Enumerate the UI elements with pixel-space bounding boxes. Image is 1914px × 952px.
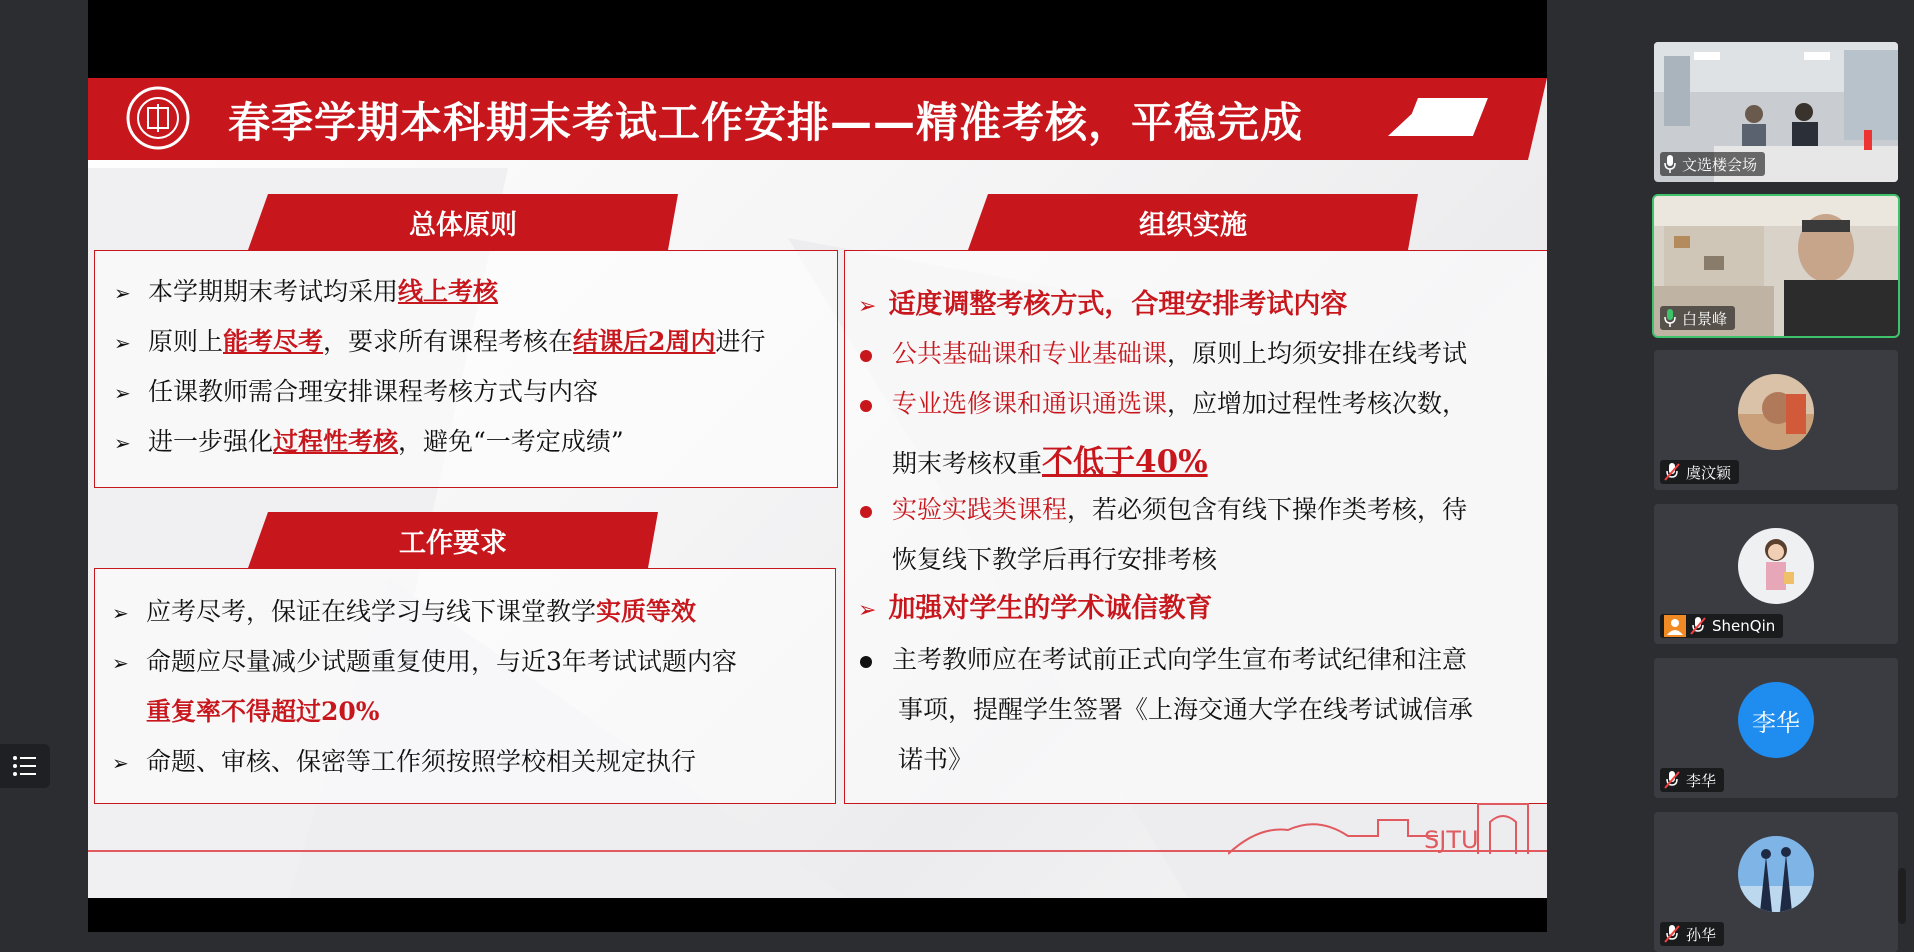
left-strip	[0, 0, 88, 932]
mic-muted-icon	[1664, 463, 1680, 481]
participant-name-tag: 李华	[1660, 768, 1724, 792]
mic-active-icon	[1664, 309, 1676, 327]
participant-name-tag: 文选楼会场	[1660, 152, 1765, 176]
impl-bullet-4: 主考教师应在考试前正式向学生宣布考试纪律和注意	[860, 640, 1467, 676]
mic-on-icon	[1664, 155, 1676, 173]
participant-name-tag: 白景峰	[1660, 306, 1735, 330]
participant-name-tag: 虞汶颖	[1660, 460, 1739, 484]
participant-tile-4[interactable]	[1654, 504, 1898, 644]
participant-tile-5[interactable]	[1654, 658, 1898, 798]
implementation-heading-2: ➢ 加强对学生的学术诚信教育	[858, 593, 1213, 624]
avatar	[1738, 836, 1814, 912]
impl-bullet-4-line3: 诺书》	[898, 745, 974, 774]
tab-implementation	[968, 194, 1418, 250]
impl-bullet-3: 实验实践类课程，若必须包含有线下操作类考核，待	[860, 490, 1467, 526]
tab-requirements	[248, 512, 658, 568]
participants-scrollbar[interactable]	[1898, 868, 1906, 924]
list-icon	[12, 755, 38, 777]
watermark-text: SJTU	[1424, 826, 1479, 854]
sjtu-skyline-watermark	[1228, 796, 1547, 856]
avatar	[1738, 374, 1814, 450]
user-icon	[1664, 615, 1686, 637]
impl-bullet-2: 专业选修课和通识通选课，应增加过程性考核次数，	[860, 384, 1467, 420]
tab-requirements-label: 工作要求	[399, 527, 507, 559]
shared-screen	[88, 0, 1547, 932]
avatar	[1738, 682, 1814, 758]
participant-tile-6[interactable]	[1654, 812, 1898, 952]
title-band	[88, 78, 1547, 160]
avatar-text: 李华	[1752, 708, 1800, 737]
impl-bullet-3-line2: 恢复线下教学后再行安排考核	[892, 545, 1218, 574]
participant-tile-3[interactable]	[1654, 350, 1898, 490]
agenda-list-button[interactable]	[0, 744, 50, 788]
tab-principles-label: 总体原则	[409, 209, 517, 241]
sjtu-logo	[126, 86, 190, 150]
slide-title: 春季学期本科期末考试工作安排——精准考核，平稳完成	[228, 98, 1304, 147]
participant-name-tag: ShenQin	[1660, 614, 1783, 638]
presentation-slide	[88, 78, 1547, 898]
tab-implementation-label: 组织实施	[1139, 209, 1247, 241]
participant-name-tag: 孙华	[1660, 922, 1724, 946]
avatar	[1738, 528, 1814, 604]
mic-muted-icon	[1664, 925, 1680, 943]
tab-principles	[248, 194, 678, 250]
impl-bullet-2-line2: 期末考核权重不低于40%	[892, 444, 1208, 480]
impl-bullet-4-line2: 事项，提醒学生签署《上海交通大学在线考试诚信承	[898, 695, 1474, 724]
principle-line-1: ➢ 本学期期末考试均采用线上考核	[114, 277, 499, 306]
requirement-line-2b: 重复率不得超过20%	[146, 697, 380, 726]
implementation-heading-1: ➢ 适度调整考核方式，合理安排考试内容	[858, 289, 1348, 320]
principle-line-4: ➢ 进一步强化过程性考核，避免“一考定成绩”	[114, 427, 624, 456]
requirement-line-1: ➢ 应考尽考，保证在线学习与线下课堂教学实质等效	[112, 597, 697, 626]
participant-tile-2[interactable]	[1654, 196, 1898, 336]
participant-tile-1[interactable]	[1654, 42, 1898, 182]
mic-muted-icon	[1690, 617, 1706, 635]
mic-muted-icon	[1664, 771, 1680, 789]
requirement-line-3: ➢ 命题、审核、保密等工作须按照学校相关规定执行	[112, 747, 697, 776]
principle-line-2: ➢ 原则上能考尽考，要求所有课程考核在结课后2周内进行	[114, 327, 766, 356]
requirement-line-2: ➢ 命题应尽量减少试题重复使用，与近3年考试试题内容	[112, 647, 737, 676]
impl-bullet-1: 公共基础课和专业基础课，原则上均须安排在线考试	[860, 334, 1467, 370]
principle-line-3: ➢ 任课教师需合理安排课程考核方式与内容	[114, 377, 599, 406]
